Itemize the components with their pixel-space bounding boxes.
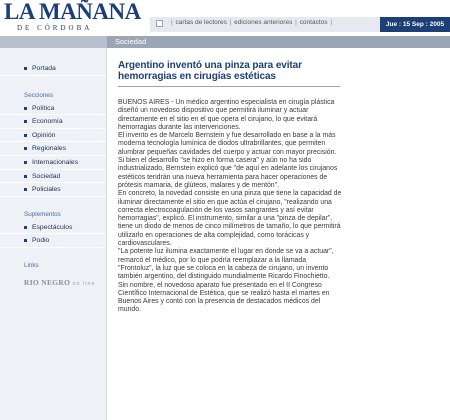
- article-paragraph: Sin nombre, el novedoso aparato fue presentado en el II Congreso Científico Internacional de Estética, que se realizó hasta el martes en Buenos Aires y contó con la presencia de destacados médicos del mundo.: [118, 281, 330, 314]
- sidebar-item-regionales[interactable]: [0, 142, 106, 156]
- sidebar: [0, 48, 107, 420]
- sidebar-item-label: Podio: [32, 237, 50, 245]
- link-separator: |: [171, 19, 173, 26]
- sidebar-item-espectaculos[interactable]: [0, 221, 106, 235]
- article-body: [118, 99, 343, 315]
- link-ediciones-anteriores[interactable]: ediciones anteriores: [234, 19, 293, 26]
- sidebar-heading-links: Links: [24, 261, 39, 269]
- top-link-bar: [150, 17, 450, 32]
- main-content: [107, 48, 450, 420]
- link-separator: |: [229, 19, 232, 26]
- link-cartas-de-lectores[interactable]: cartas de lectores: [175, 19, 227, 26]
- sidebar-item-internacionales[interactable]: [0, 156, 106, 170]
- sidebar-item-label: Espectáculos: [32, 223, 73, 231]
- section-bar: [0, 36, 450, 48]
- site-header: [0, 0, 450, 36]
- sidebar-item-politica[interactable]: [0, 102, 106, 116]
- article-paragraph: En concreto, la novedad consiste en una pinza que tiene la capacidad de iluminar directamente el sitio en que actúa el cirujano, "realizando una correcta electrocoagulación de los vasos sangrantes y así evitar hemorragias", explicó. El instrumento, similar a una "pinza de depilar", tiene un diodo de menos de cinco milímetros de tamaño, lo que permitirá utilizarlo en operaciones de alta complejidad, como torácicas y cardiovasculares.: [118, 190, 342, 248]
- bullet-icon: [24, 67, 27, 70]
- article-paragraph: BUENOS AIRES - Un médico argentino especialista en cirugía plástica diseñó un novedoso dispositivo que permitirá iluminar y actuar directamente en el sitio en el que opera el cirujano, lo que evitará hemorragias durante las intervenciones.: [118, 99, 335, 131]
- logo-subtitle: DE CÓRDOBA: [17, 24, 93, 32]
- sidebar-item-label: Política: [32, 104, 55, 112]
- rionegro-logo-text: RIO NEGRO: [24, 277, 71, 287]
- sidebar-heading-secciones: Secciones: [24, 91, 54, 99]
- article-paragraph: Si bien el desarrollo "se hizo en forma casera" y aún no ha sido industrializado, Bernstein explicó que "de aquí en adelante los cirujanos estéticos tendrán una nueva herramienta para hacer operaciones de prótesis mamaria, de glúteos, malares y de mentón".: [118, 157, 338, 189]
- rionegro-online-text: on line: [72, 280, 96, 287]
- rionegro-link[interactable]: [0, 278, 106, 287]
- section-bar-left: [0, 36, 107, 48]
- site-logo[interactable]: [4, 0, 141, 32]
- sidebar-item-portada[interactable]: [0, 62, 106, 76]
- sidebar-item-label: Policiales: [32, 186, 61, 194]
- top-links: [170, 19, 333, 26]
- bullet-icon: [24, 120, 27, 123]
- bullet-icon: [24, 175, 27, 178]
- bullet-icon: [24, 226, 27, 229]
- section-title: Sociedad: [115, 37, 147, 46]
- bullet-icon: [24, 147, 27, 150]
- link-separator: |: [330, 19, 333, 26]
- bullet-icon: [24, 107, 27, 110]
- article-paragraph: "La potente luz ilumina exactamente el lugar en donde se va a actuar", remarcó el médico, por lo que podría reemplazar a la llamada "Frontoluz", la luz que se coloca en la cabeza de cirujano, un invento también argentino, del distinguido mundialmente Ricardo Finochietto.: [118, 248, 334, 281]
- sidebar-item-label: Sociedad: [32, 172, 61, 180]
- sidebar-item-label: Internacionales: [32, 158, 79, 166]
- bullet-icon: [24, 239, 27, 242]
- sidebar-item-label: Portada: [32, 65, 56, 72]
- sidebar-item-economia[interactable]: [0, 115, 106, 129]
- logo-title: LA MAÑANA: [4, 0, 141, 24]
- sidebar-item-label: Regionales: [32, 145, 67, 153]
- sidebar-heading-suplementos: Suplementos: [24, 210, 61, 218]
- title-divider: [118, 86, 340, 87]
- link-contactos[interactable]: contactos: [299, 19, 328, 26]
- sidebar-item-sociedad[interactable]: [0, 170, 106, 184]
- sidebar-item-label: Economía: [32, 118, 63, 126]
- bullet-icon: [24, 134, 27, 137]
- sidebar-item-label: Opinión: [32, 131, 56, 139]
- date-display: Jue : 15 Sep : 2005: [380, 17, 450, 32]
- sidebar-item-podio[interactable]: [0, 234, 106, 248]
- article-paragraph: El invento es de Marcelo Bernstein y fue desarrollado en base a la más moderna tecnología lumínica de diodos ultrabrillantes, que permiten alumbrar pequeñas cavidades del cuerpo y actuar con mayor precisión.: [118, 132, 337, 156]
- sidebar-item-policiales[interactable]: [0, 183, 106, 197]
- link-separator: |: [295, 19, 297, 26]
- sidebar-item-opinion[interactable]: [0, 129, 106, 143]
- bullet-icon: [24, 188, 27, 191]
- square-bullet-icon: [156, 20, 163, 27]
- bullet-icon: [24, 161, 27, 164]
- article-title: Argentino inventó una pinza para evitar hemorragias en cirugías estéticas: [118, 60, 302, 82]
